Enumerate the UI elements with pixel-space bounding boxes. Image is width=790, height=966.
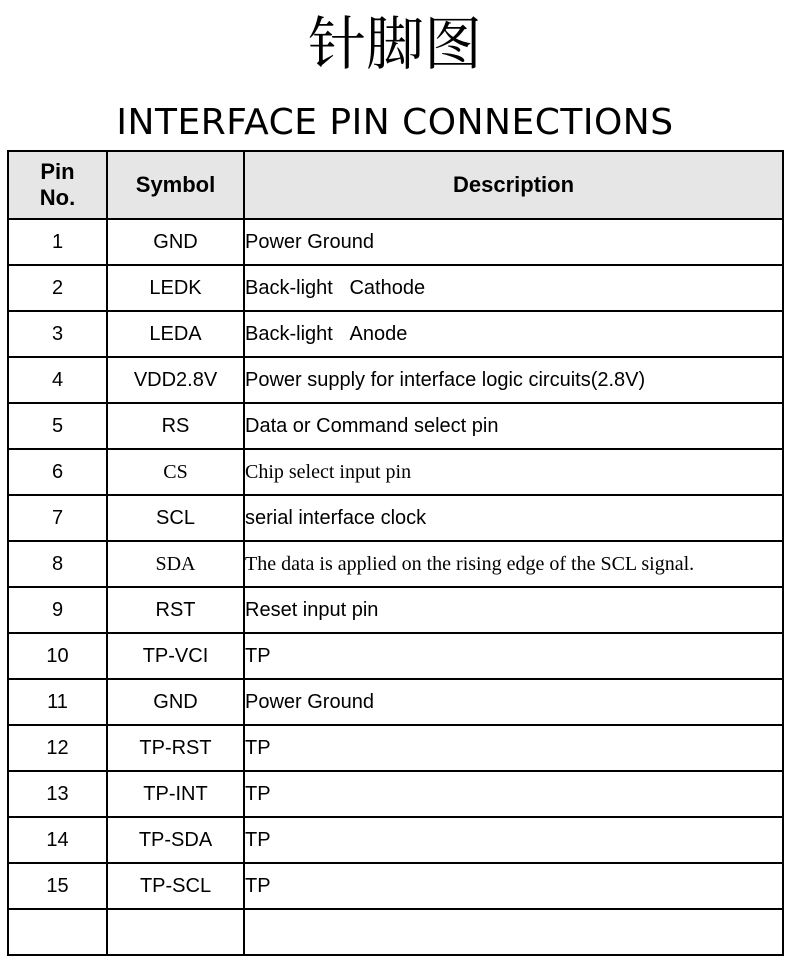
table-row <box>8 679 783 725</box>
pin-number-cell: 13 <box>8 771 107 817</box>
symbol-cell: RST <box>107 587 244 633</box>
pin-number-cell: 7 <box>8 495 107 541</box>
table-row <box>8 403 783 449</box>
symbol-cell: LEDA <box>107 311 244 357</box>
column-header-symbol: Symbol <box>107 151 244 219</box>
table-header-row <box>8 151 783 219</box>
table-row-empty <box>8 909 783 955</box>
symbol-cell: TP-VCI <box>107 633 244 679</box>
table-row <box>8 449 783 495</box>
description-cell: The data is applied on the rising edge of the SCL signal. <box>244 541 783 587</box>
symbol-cell: CS <box>107 449 244 495</box>
description-cell: Back-light Anode <box>244 311 783 357</box>
table-row <box>8 587 783 633</box>
symbol-cell: TP-SDA <box>107 817 244 863</box>
pin-number-cell: 10 <box>8 633 107 679</box>
description-cell: TP <box>244 725 783 771</box>
pin-number-cell: 5 <box>8 403 107 449</box>
symbol-cell: SCL <box>107 495 244 541</box>
symbol-cell: RS <box>107 403 244 449</box>
description-cell: Chip select input pin <box>244 449 783 495</box>
pin-number-cell: 2 <box>8 265 107 311</box>
column-header-pin-no <box>8 151 107 219</box>
pin-number-cell: 3 <box>8 311 107 357</box>
symbol-cell: GND <box>107 679 244 725</box>
description-cell: TP <box>244 771 783 817</box>
table-row <box>8 219 783 265</box>
pin-number-cell: 8 <box>8 541 107 587</box>
page-title-chinese: 针脚图 <box>307 10 482 78</box>
symbol-cell: LEDK <box>107 265 244 311</box>
table-row <box>8 725 783 771</box>
pin-number-cell: 14 <box>8 817 107 863</box>
table-row <box>8 495 783 541</box>
description-cell: Power Ground <box>244 219 783 265</box>
symbol-cell: TP-SCL <box>107 863 244 909</box>
table-row <box>8 771 783 817</box>
pin-number-cell: 4 <box>8 357 107 403</box>
pin-table <box>7 150 784 956</box>
symbol-cell: VDD2.8V <box>107 357 244 403</box>
description-cell: Power supply for interface logic circuits(2.8V) <box>244 357 783 403</box>
table-row <box>8 541 783 587</box>
description-cell: Back-light Cathode <box>244 265 783 311</box>
description-cell: Reset input pin <box>244 587 783 633</box>
description-cell: Data or Command select pin <box>244 403 783 449</box>
pin-number-cell: 1 <box>8 219 107 265</box>
pin-number-cell: 9 <box>8 587 107 633</box>
description-cell: TP <box>244 817 783 863</box>
description-cell: serial interface clock <box>244 495 783 541</box>
description-cell: TP <box>244 633 783 679</box>
column-header-pin-line2: No. <box>39 185 76 210</box>
pin-number-cell: 11 <box>8 679 107 725</box>
symbol-cell: TP-RST <box>107 725 244 771</box>
table-row <box>8 817 783 863</box>
page-title: INTERFACE PIN CONNECTIONS <box>116 102 674 143</box>
column-header-description: Description <box>244 151 783 219</box>
symbol-cell: SDA <box>107 541 244 587</box>
column-header-pin-line1: Pin <box>40 159 75 184</box>
description-cell <box>244 909 783 955</box>
table-row <box>8 863 783 909</box>
table-row <box>8 633 783 679</box>
table-row <box>8 265 783 311</box>
symbol-cell <box>107 909 244 955</box>
pin-number-cell: 12 <box>8 725 107 771</box>
description-cell: TP <box>244 863 783 909</box>
description-cell: Power Ground <box>244 679 783 725</box>
pin-number-cell: 15 <box>8 863 107 909</box>
symbol-cell: TP-INT <box>107 771 244 817</box>
table-row <box>8 311 783 357</box>
pin-number-cell: 6 <box>8 449 107 495</box>
table-row <box>8 357 783 403</box>
symbol-cell: GND <box>107 219 244 265</box>
pin-number-cell <box>8 909 107 955</box>
